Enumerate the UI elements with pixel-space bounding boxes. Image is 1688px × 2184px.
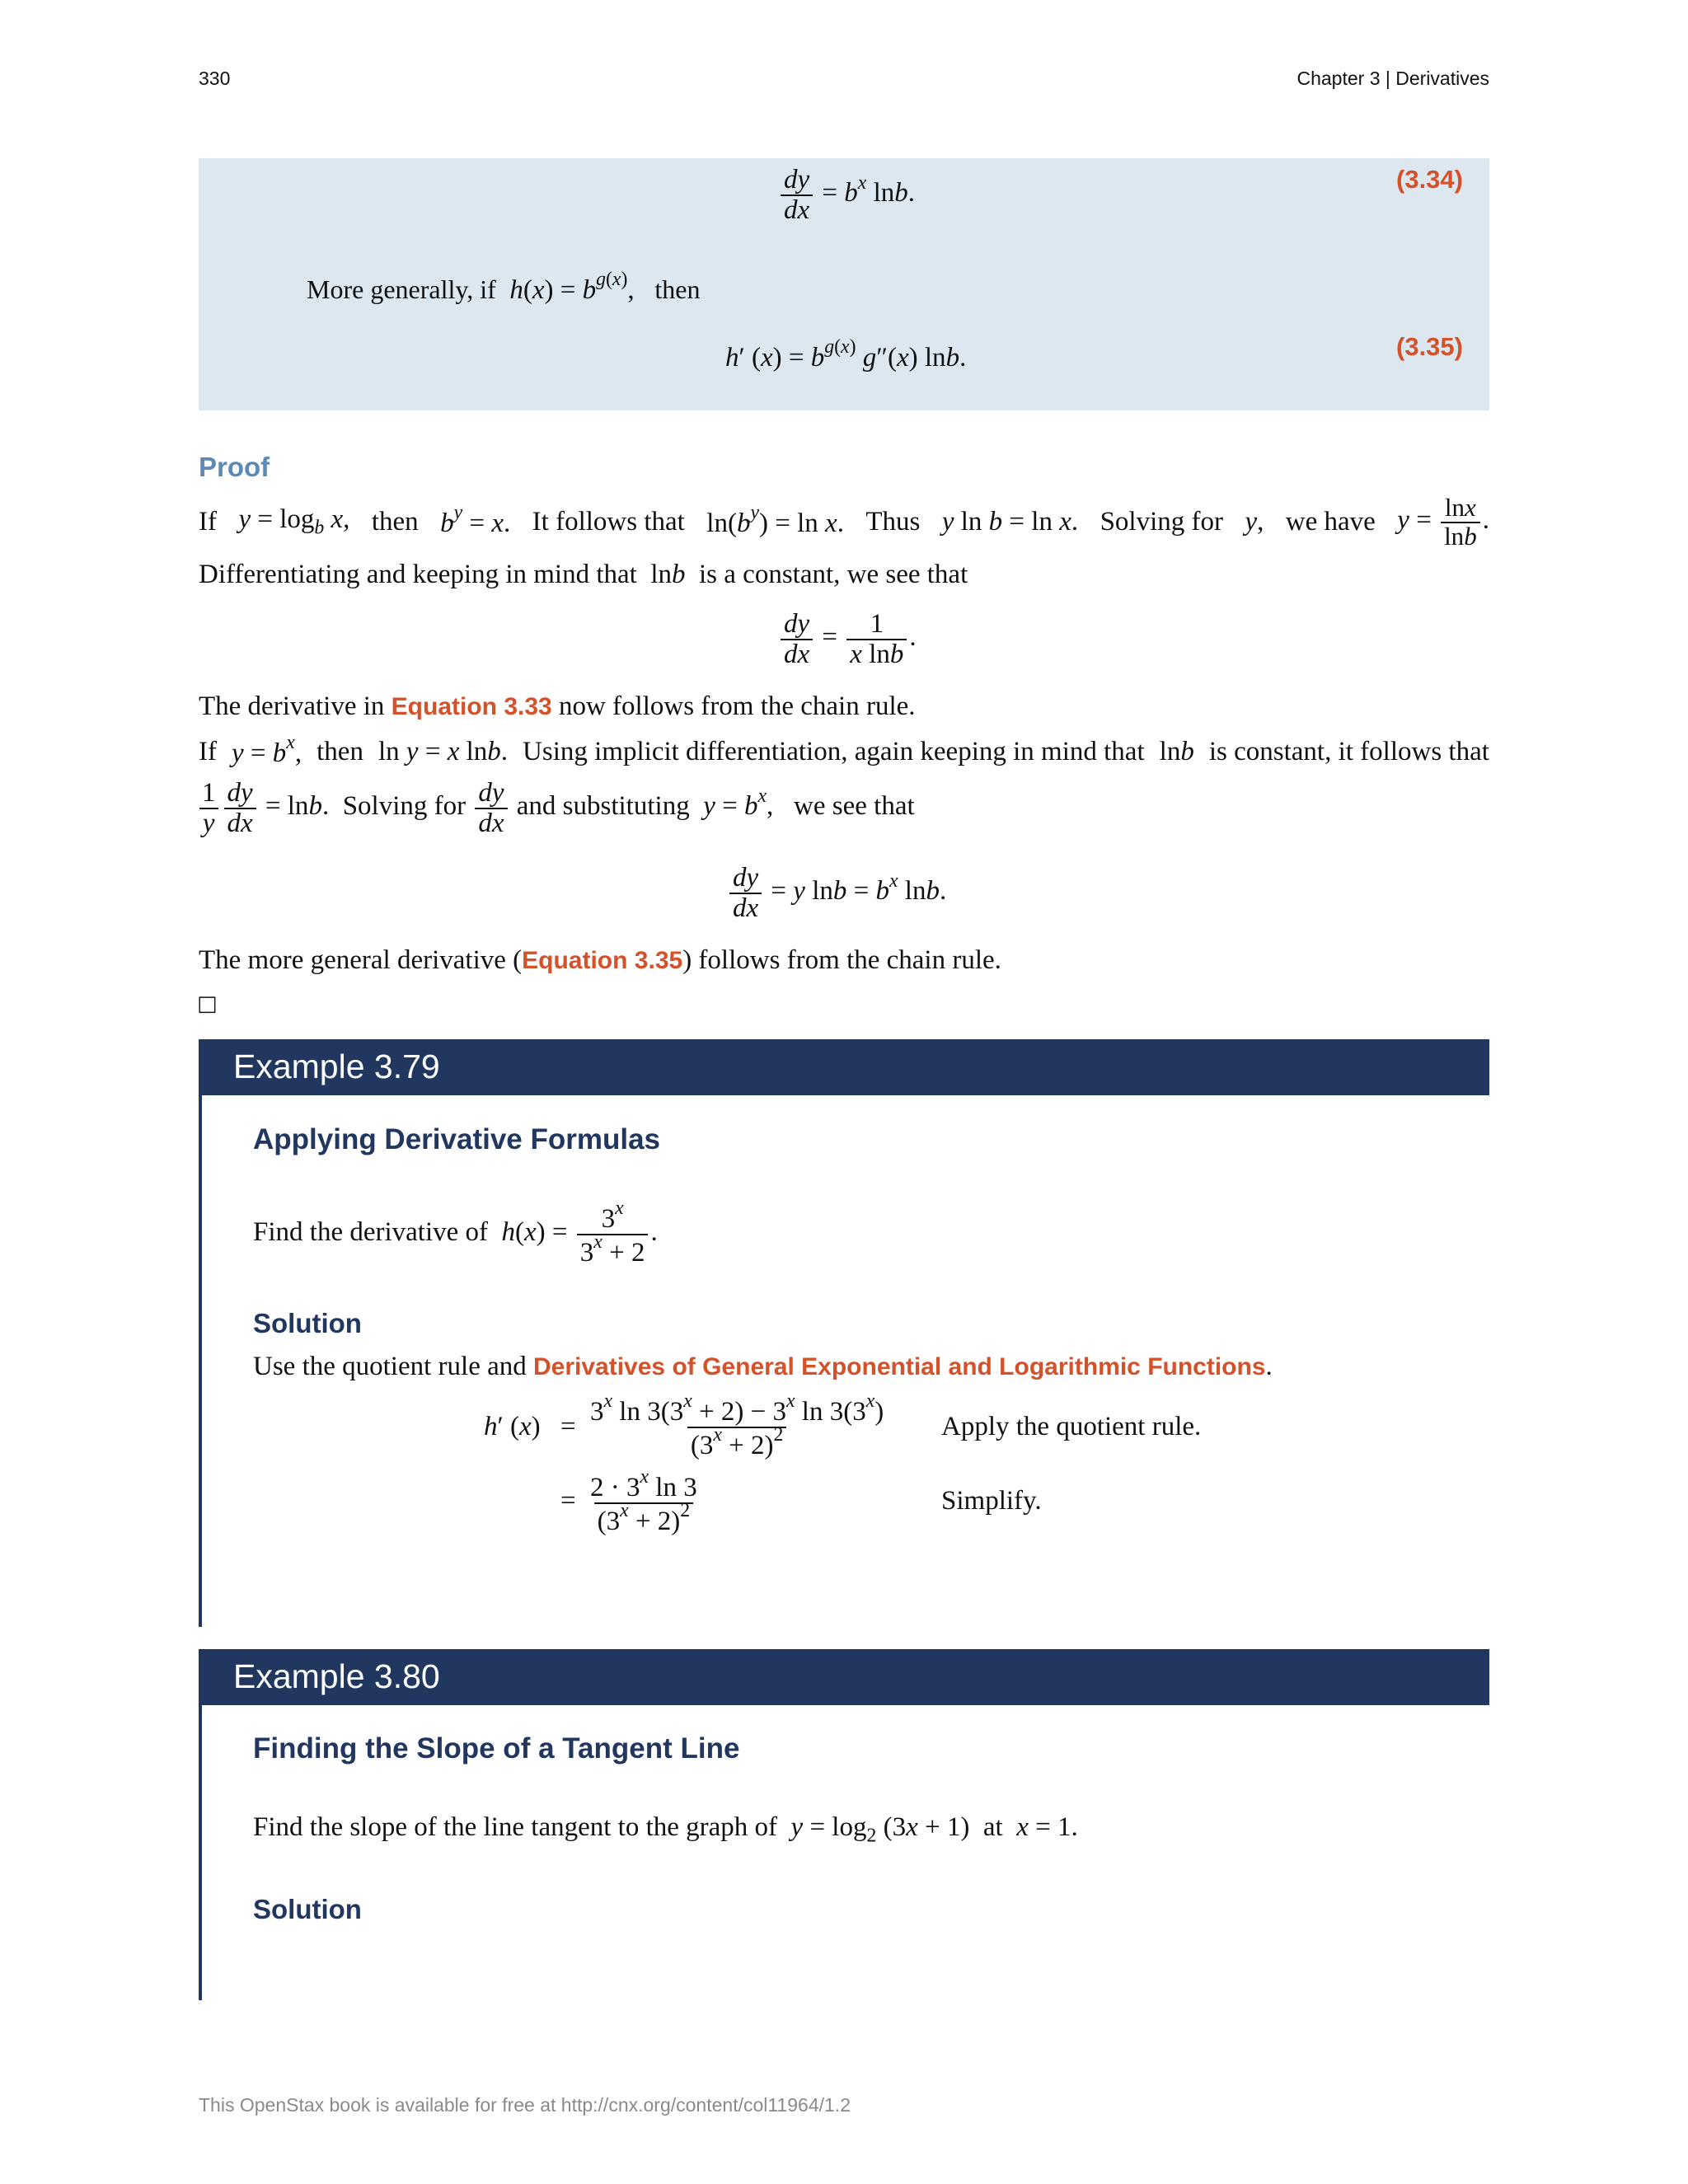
we-have-text: we have xyxy=(1285,507,1376,537)
proof-line-2: Differentiating and keeping in mind that lnb is a constant, we see that xyxy=(199,560,968,589)
equation-dy-dx-log: $\frac{dy}{dx}$ = $\frac{1}{\text{x lnb}}$ . xyxy=(778,610,917,668)
example-3-80-label: Example 3.80 xyxy=(233,1657,440,1695)
example-3-80-solution-heading: Solution xyxy=(253,1894,362,1924)
chain-before: The derivative in xyxy=(199,691,385,721)
work-step-2-note: Simplify. xyxy=(941,1486,1042,1516)
if-text: If xyxy=(199,737,217,766)
example-3-79-banner xyxy=(199,1039,1489,1095)
proof-line-5: $\frac{1}{y}$ $\frac{dy}{dx}$ = lnb. Solving for $\frac{dy}{dx}$ and substituting $y = b^x$, we see that xyxy=(199,779,915,837)
work-step-1-lhs: h′ (x) xyxy=(484,1412,541,1441)
example-3-79-solution-heading: Solution xyxy=(253,1308,362,1338)
then-text: then xyxy=(654,274,701,304)
proof-line-2-end: is a constant, we see that xyxy=(699,560,968,589)
proof-line-1: If $y = \log_b x$, then $b^y = x$. It follows that $\ln(b^y) = \ln x$. Thus y ln b = ln x. Solving for y, we have y = $\frac{\ln x}{\ln b}$ . xyxy=(199,493,1489,551)
solution-after: . xyxy=(1265,1352,1273,1381)
solution-before: Use the quotient rule and xyxy=(253,1352,527,1381)
footer-text: This OpenStax book is available for free at http://cnx.org/content/col11964/1.2 xyxy=(199,2094,851,2116)
page-number: 330 xyxy=(199,68,231,89)
example-3-80-problem: Find the slope of the line tangent to the graph of $y = \log_2 (3x + 1)$ at x = 1. xyxy=(253,1812,1078,1847)
work-step-2-eq: = xyxy=(560,1486,576,1516)
it-follows-text: It follows that xyxy=(532,507,685,537)
is-constant-text: is constant, it follows that xyxy=(1208,737,1489,766)
solving-for-text: Solving for xyxy=(1100,507,1223,537)
qed-symbol: □ xyxy=(197,991,218,1016)
chapter-header: Chapter 3 | Derivatives xyxy=(1296,68,1489,89)
chain-after: now follows from the chain rule. xyxy=(558,691,916,721)
example-3-79-title: Applying Derivative Formulas xyxy=(253,1123,661,1155)
then-text: then xyxy=(371,507,419,537)
equation-3-34: $\frac{dy}{dx}$ = $b^x$ lnb. xyxy=(778,166,915,224)
work-step-1-rhs: $\frac{3^x \ln 3(3^x + 2) - 3^x \ln 3(3^x)}{(3^x + 2)^2}$ xyxy=(590,1390,884,1460)
proof-chain-line xyxy=(199,691,916,722)
equation-3-35: h′ $(x) = b^{g(x)}$ g″(x) lnb. xyxy=(725,336,967,373)
we-see-text: we see that xyxy=(794,791,915,822)
problem-text: Find the slope of the line tangent to the graph of xyxy=(253,1812,778,1842)
work-step-1-eq: = xyxy=(560,1412,576,1441)
equation-3-35-link[interactable]: Equation 3.35 xyxy=(522,947,683,974)
derivatives-general-functions-link[interactable]: Derivatives of General Exponential and Logarithmic Functions xyxy=(533,1353,1266,1380)
work-step-2-rhs: $\frac{2 \cdot 3^x \ln 3}{(3^x + 2)^2}$ xyxy=(590,1466,697,1536)
more-generally-text: More generally, if xyxy=(307,274,496,304)
example-3-80-rule xyxy=(199,1705,202,2000)
thus-text: Thus xyxy=(865,507,921,537)
general-before: The more general derivative ( xyxy=(199,945,523,975)
using-implicit-text: Using implicit differentiation, again keeping in mind that xyxy=(523,737,1145,766)
example-3-79-label: Example 3.79 xyxy=(233,1047,440,1085)
if-text: If xyxy=(199,507,217,537)
equation-3-33-link[interactable]: Equation 3.33 xyxy=(391,693,552,720)
example-3-80-title: Finding the Slope of a Tangent Line xyxy=(253,1732,740,1765)
equation-dy-dx-exp: $\frac{dy}{dx}$ = y $\ln b = b^x$ lnb. xyxy=(727,864,946,922)
example-3-79-solution-text xyxy=(253,1352,1273,1382)
general-after: ) follows from the chain rule. xyxy=(682,945,1001,975)
example-3-79-rule xyxy=(199,1095,202,1627)
example-3-79-problem: Find the derivative of h(x) = $\frac{3^x}{3^x + 2}$ . xyxy=(253,1197,658,1268)
more-generally-line: More generally, if $h(x) = b^{g(x)}$, then xyxy=(307,269,701,305)
solving-for-text: Solving for xyxy=(342,791,467,822)
proof-line-2-text: Differentiating and keeping in mind that xyxy=(199,560,637,589)
equation-number-3-35: (3.35) xyxy=(1396,332,1463,361)
and-substituting-text: and substituting xyxy=(516,791,690,822)
equation-number-3-34: (3.34) xyxy=(1396,165,1463,194)
work-step-1-note: Apply the quotient rule. xyxy=(941,1412,1202,1441)
problem-text: Find the derivative of xyxy=(253,1217,489,1248)
then-text: then xyxy=(316,737,363,766)
at-text: at xyxy=(982,1812,1003,1842)
proof-general-line xyxy=(199,945,1001,976)
proof-line-4: If $y = b^x$, then ln y = x lnb. Using implicit differentiation, again keeping in mind that lnb is constant, it follows that xyxy=(199,732,1489,768)
proof-heading: Proof xyxy=(199,452,270,482)
example-3-80-banner xyxy=(199,1649,1489,1705)
